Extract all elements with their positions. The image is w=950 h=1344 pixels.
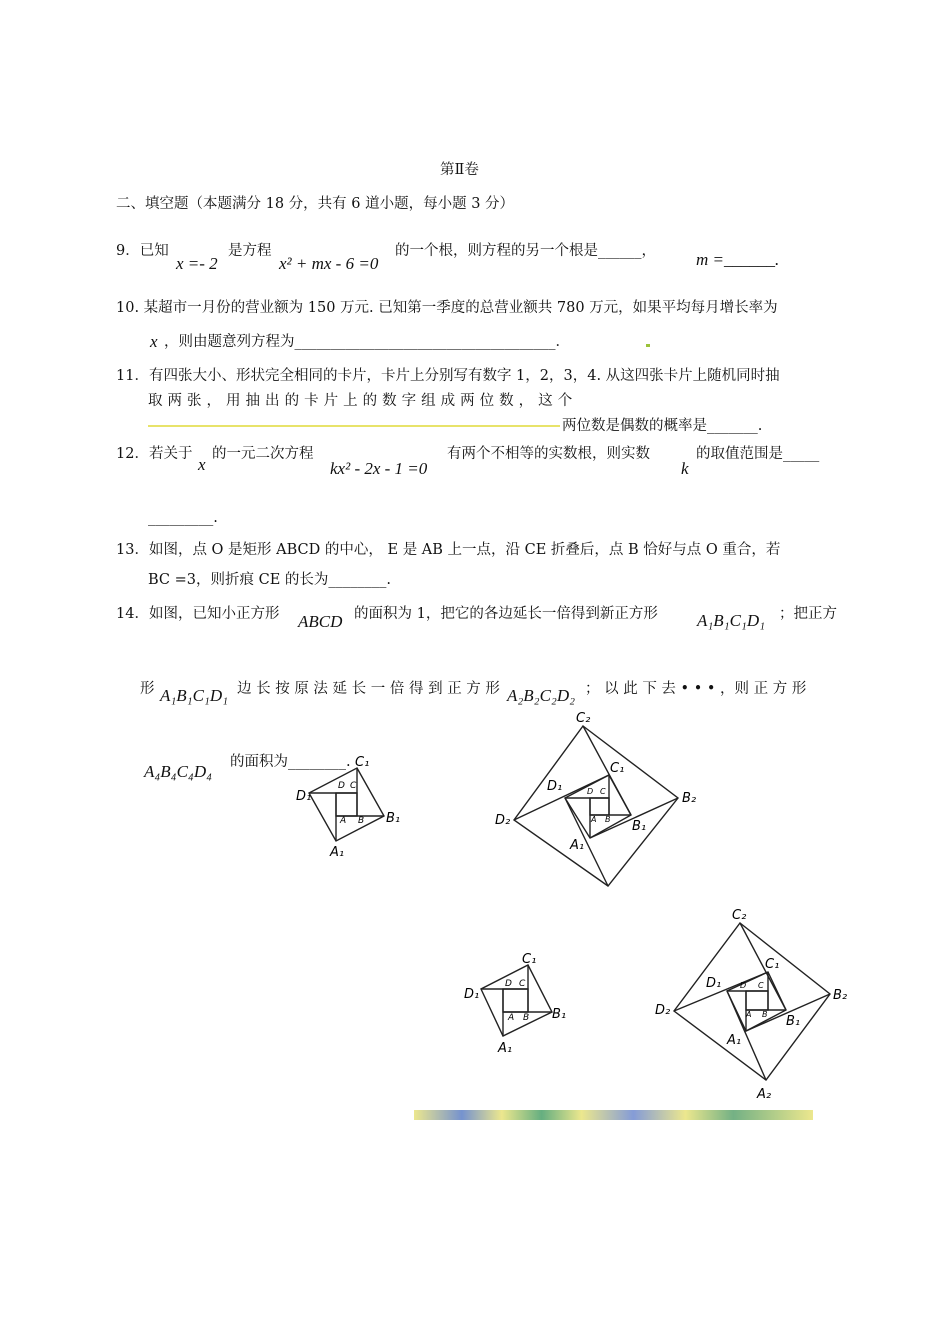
square-abcd xyxy=(590,798,609,815)
q9-m-blank: m =______. xyxy=(696,250,780,269)
q12-end: 的取值范围是_____ xyxy=(696,446,820,462)
watermark-strip xyxy=(414,1110,813,1120)
label-d2: D₂ xyxy=(495,813,511,828)
q12-k: k xyxy=(681,459,689,478)
figure-large-square-bottom xyxy=(650,900,860,1106)
q14-sq4: A₄B₄C₄D₄ xyxy=(144,762,213,781)
q14-abcd: ABCD xyxy=(298,612,343,631)
q12-prefix: 12．若关于 xyxy=(116,446,193,462)
label-c1: C₁ xyxy=(610,761,625,776)
label-a1: A₁ xyxy=(498,1041,513,1056)
q14-l2-sq2: A₂B₂C₂D₂ xyxy=(507,686,576,705)
label-d1: D₁ xyxy=(464,987,480,1002)
label-b: B xyxy=(523,1013,530,1023)
q11-highlight-strip xyxy=(148,425,560,427)
label-c: C xyxy=(758,981,764,990)
label-b2: B₂ xyxy=(833,988,848,1003)
label-c1: C₁ xyxy=(765,957,780,972)
label-c2: C₂ xyxy=(576,711,591,726)
q14-l2-a: 形 xyxy=(140,681,155,697)
q10-line2: ，则由题意列方程为____________________________________． xyxy=(164,334,570,350)
q9-root: x =- 2 xyxy=(176,254,218,273)
part-heading: 二、填空题（本题满分 18 分，共有 6 道小题，每小题 3 分） xyxy=(116,196,515,212)
label-c: C xyxy=(519,979,526,989)
q10-var: x xyxy=(150,332,158,351)
label-a2: A₂ xyxy=(757,1087,772,1102)
figure-large-square-top xyxy=(492,706,712,896)
square-abcd xyxy=(336,793,357,816)
q11-line3: 两位数是偶数的概率是_______. xyxy=(562,418,763,434)
label-d: D xyxy=(505,979,512,989)
label-c2: C₂ xyxy=(732,908,747,923)
label-c1: C₁ xyxy=(355,755,370,770)
q9-mid: 是方程 xyxy=(228,243,272,259)
q9-tail: 的一个根，则方程的另一个根是______， xyxy=(395,243,656,259)
q14-l2-c: ； 以 此 下 去 • • • ，则 正 方 形 xyxy=(585,681,807,697)
section-title: 第Ⅱ卷 xyxy=(440,162,479,178)
label-b: B xyxy=(762,1010,768,1019)
q12-tail: 有两个不相等的实数根，则实数 xyxy=(447,446,650,462)
label-b1: B₁ xyxy=(552,1007,567,1022)
label-a: A xyxy=(591,815,597,824)
q14-l2-b: 边 长 按 原 法 延 长 一 倍 得 到 正 方 形 xyxy=(237,681,500,697)
label-a1: A₁ xyxy=(330,845,345,860)
square-a1b1c1d1 xyxy=(727,972,786,1031)
label-a: A xyxy=(746,1010,752,1019)
figure-small-square-top xyxy=(290,752,410,862)
label-d2: D₂ xyxy=(655,1003,671,1018)
label-a: A xyxy=(508,1013,515,1023)
q12-var: x xyxy=(198,455,206,474)
label-b: B xyxy=(605,815,611,824)
q10-mark xyxy=(646,344,650,347)
label-d1: D₁ xyxy=(296,789,312,804)
label-c1: C₁ xyxy=(522,952,537,967)
q10-line1: 10. 某超市一月份的营业额为 150 万元. 已知第一季度的总营业额共 780 万元，如果平均每月增长率为 xyxy=(116,300,778,316)
square-a1b1c1d1 xyxy=(565,775,631,838)
q14-end: ；把正方 xyxy=(779,606,837,622)
label-b: B xyxy=(358,816,365,826)
q11-line2: 取 两 张 ， 用 抽 出 的 卡 片 上 的 数 字 组 成 两 位 数 ， 这 个 xyxy=(148,393,573,409)
label-b1: B₁ xyxy=(786,1014,801,1029)
q12-mid: 的一元二次方程 xyxy=(212,446,314,462)
label-d: D xyxy=(740,981,747,990)
label-d1: D₁ xyxy=(706,976,722,991)
label-a: A xyxy=(340,816,347,826)
square-abcd xyxy=(503,989,528,1012)
label-c: C xyxy=(600,787,606,796)
label-a1: A₁ xyxy=(727,1033,742,1048)
q9-prefix: 9．已知 xyxy=(116,243,169,259)
label-a1: A₁ xyxy=(570,838,585,853)
q13-line1: 13．如图，点 O 是矩形 ABCD 的中心， E 是 AB 上一点，沿 CE 折叠后，点 B 恰好与点 O 重合，若 xyxy=(116,542,781,558)
label-c: C xyxy=(350,781,357,791)
q12-equation: kx² - 2x - 1 =0 xyxy=(330,459,428,478)
label-d: D xyxy=(587,787,594,796)
label-d: D xyxy=(338,781,345,791)
q14-l2-sq1: A₁B₁C₁D₁ xyxy=(160,686,229,705)
label-b2: B₂ xyxy=(682,791,697,806)
q13-line2: BC =3，则折痕 CE 的长为________. xyxy=(148,572,392,588)
q14-sq1: A₁B₁C₁D₁ xyxy=(697,611,766,630)
q11-line1: 11．有四张大小、形状完全相同的卡片，卡片上分别写有数字 1，2，3，4. 从这四张卡片上随机同时抽 xyxy=(116,368,780,384)
square-a1b1c1d1 xyxy=(309,768,384,841)
q14-l3-tail: 的面积为________. xyxy=(230,754,351,770)
q12-line2: _________. xyxy=(148,510,218,526)
square-abcd xyxy=(746,991,768,1010)
q14-mid: 的面积为 1，把它的各边延长一倍得到新正方形 xyxy=(354,606,658,622)
q9-equation: x² + mx - 6 =0 xyxy=(279,254,379,273)
label-b1: B₁ xyxy=(386,811,401,826)
square-a1b1c1d1 xyxy=(481,965,552,1036)
q14-prefix: 14．如图，已知小正方形 xyxy=(116,606,280,622)
figure-small-square-bottom xyxy=(460,946,580,1056)
label-d1: D₁ xyxy=(547,779,563,794)
label-b1: B₁ xyxy=(632,819,647,834)
